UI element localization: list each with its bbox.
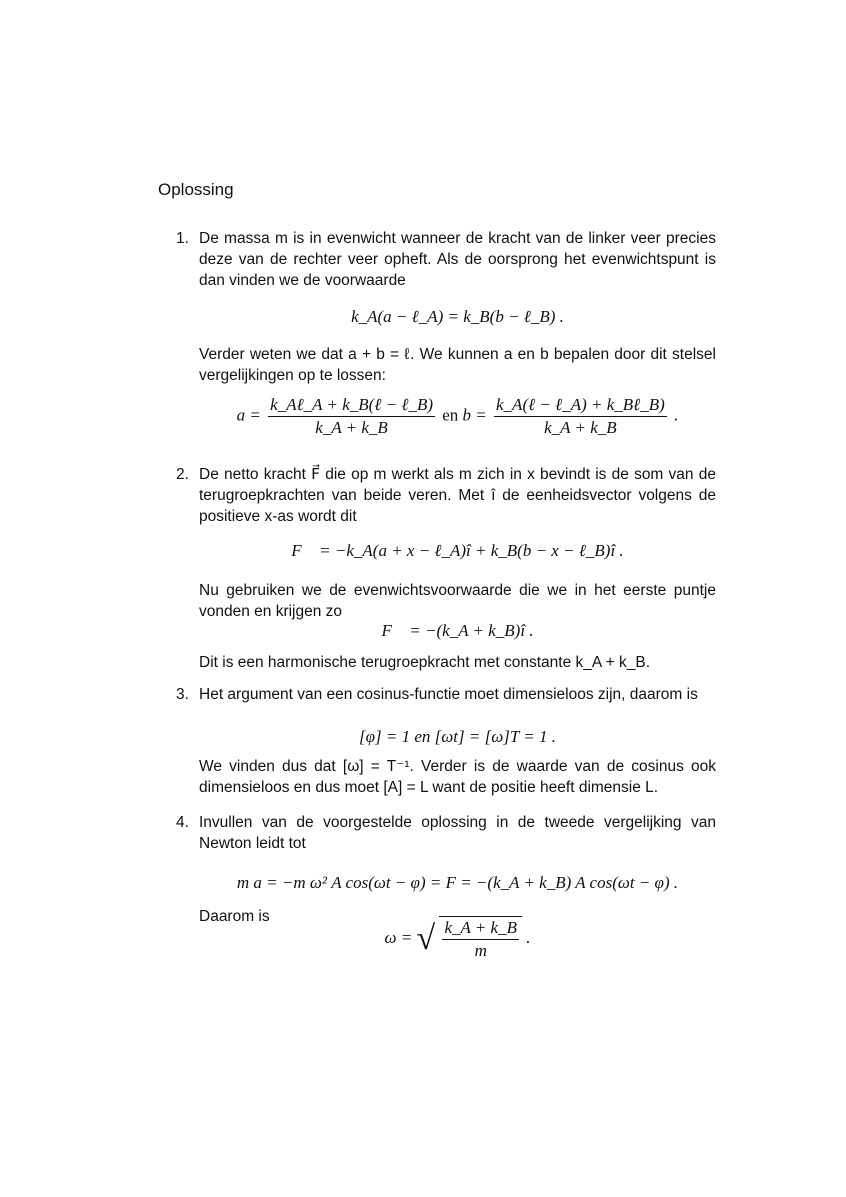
equation: [φ] = 1 en [ωt] = [ω]T = 1 . (359, 727, 556, 746)
paragraph: Dit is een harmonische terugroepkracht met constante k_A + k_B. (199, 654, 651, 671)
fraction (268, 394, 435, 439)
paragraph: We vinden dus dat [ω] = T⁻¹. Verder is de waarde van de cosinus ook dimensieloos en dus moet [A] = L want de positie heeft dimensie L. (199, 758, 716, 796)
equation-lhs: b = (462, 405, 487, 425)
equation-end: . (526, 927, 531, 947)
paragraph: Nu gebruiken we de evenwichtsvoorwaarde die we in het eerste puntje vonden en krijgen zo (199, 582, 716, 620)
equation-lhs: a = (236, 405, 261, 425)
section-heading: Oplossing (158, 180, 234, 199)
equation-connector: en (442, 405, 459, 425)
numerator: k_A(ℓ − ℓ_A) + k_Bℓ_B) (494, 394, 667, 417)
equation-sqrt (199, 916, 716, 962)
equation: k_A(a − ℓ_A) = k_B(b − ℓ_B) . (351, 307, 564, 326)
item-number: 3. (176, 686, 189, 703)
paragraph: Invullen van de voorgestelde oplossing in de tweede vergelijking van Newton leidt tot (199, 814, 716, 852)
fraction (494, 394, 667, 439)
equation-fractions (199, 394, 716, 439)
numerator: k_Aℓ_A + k_B(ℓ − ℓ_B) (268, 394, 435, 417)
equation: F⃗ = −(k_A + k_B)î . (381, 621, 534, 640)
square-root (417, 916, 522, 962)
item-number: 1. (176, 230, 189, 247)
paragraph: Daarom is (199, 908, 270, 925)
radical-sign: √ (416, 920, 436, 957)
fraction (442, 917, 519, 962)
item-number: 4. (176, 814, 189, 831)
radicand (439, 916, 522, 962)
item-number: 2. (176, 466, 189, 483)
denominator: m (474, 941, 487, 960)
denominator: k_A + k_B (315, 418, 388, 437)
equation-end: . (674, 405, 679, 425)
paragraph: Het argument van een cosinus-functie moet dimensieloos zijn, daarom is (199, 686, 698, 703)
paragraph: De massa m is in evenwicht wanneer de kracht van de linker veer precies deze van de rechter veer opheft. Als de oorsprong het evenwichtspunt is dan vinden we de voorwaarde (199, 230, 716, 289)
equation: F⃗ = −k_A(a + x − ℓ_A)î + k_B(b − x − ℓ_B)î . (291, 541, 624, 560)
equation-lhs: ω = (384, 927, 413, 947)
denominator: k_A + k_B (544, 418, 617, 437)
paragraph: De netto kracht F⃗ die op m werkt als m zich in x bevindt is de som van de terugroepkrachten van beide veren. Met î de eenheidsvector volgens de positieve x-as wordt dit (199, 466, 716, 525)
paragraph: Verder weten we dat a + b = ℓ. We kunnen a en b bepalen door dit stelsel vergelijkingen op te lossen: (199, 346, 716, 384)
equation: m a = −m ω² A cos(ωt − φ) = F = −(k_A + k_B) A cos(ωt − φ) . (236, 873, 679, 892)
numerator: k_A + k_B (442, 917, 519, 940)
